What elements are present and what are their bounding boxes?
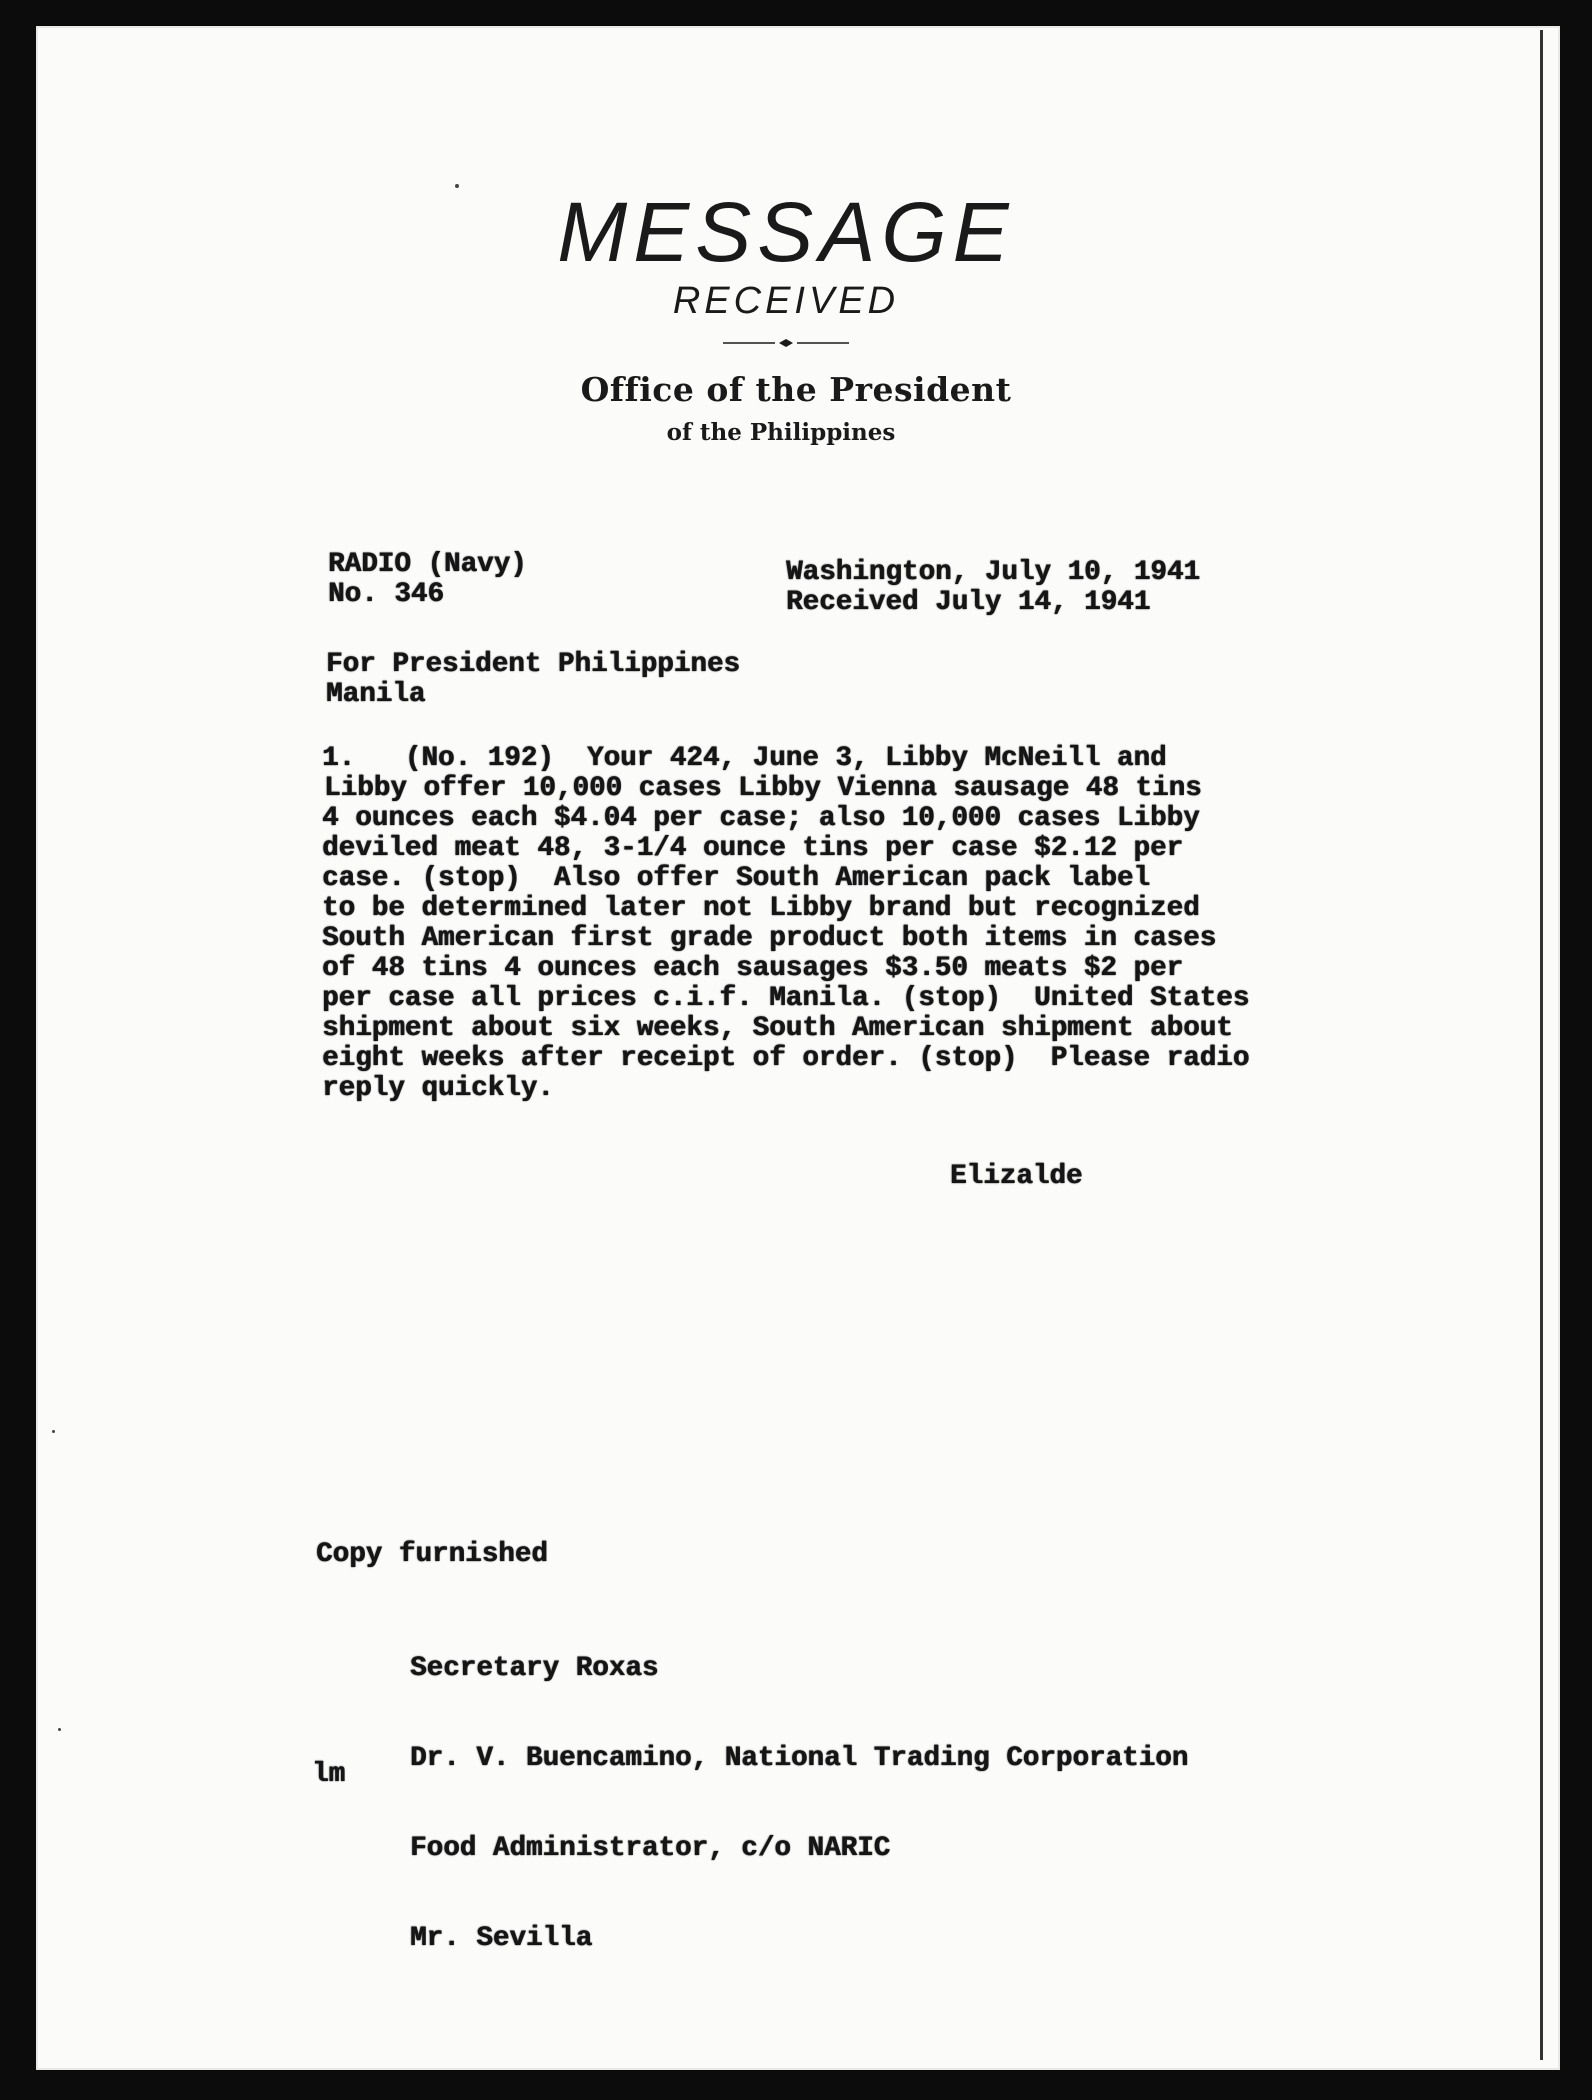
scan-speck (58, 1728, 61, 1731)
copy-recipient: Secretary Roxas (410, 1653, 659, 1684)
origin-date: Washington, July 10, 1941 (786, 557, 1200, 588)
received-date: Received July 14, 1941 (786, 587, 1151, 618)
body-line: to be determined later not Libby brand but recognized (322, 893, 1200, 924)
signature: Elizalde (950, 1161, 1083, 1192)
copy-furnished-heading: Copy furnished (316, 1539, 548, 1570)
body-line: eight weeks after receipt of order. (stop) Please radio (322, 1043, 1250, 1074)
copy-recipient: Dr. V. Buencamino, National Trading Corporation (410, 1743, 1189, 1774)
ornament-divider (723, 337, 849, 349)
copy-recipient-list (410, 1594, 1188, 1984)
body-line: South American first grade product both items in cases (322, 923, 1217, 954)
body-line: of 48 tins 4 ounces each sausages $3.50 meats $2 per (322, 953, 1184, 984)
body-line: per case all prices c.i.f. Manila. (stop) United States (322, 983, 1250, 1014)
copy-recipient: Mr. Sevilla (410, 1923, 593, 1954)
scan-speck (52, 1430, 55, 1433)
body-line: case. (stop) Also offer South American pack label (322, 863, 1150, 894)
office-country: of the Philippines (666, 419, 896, 446)
copy-recipient: Food Administrator, c/o NARIC (410, 1833, 891, 1864)
body-line: reply quickly. (322, 1073, 554, 1104)
scan-speck (455, 184, 459, 188)
body-line: Libby offer 10,000 cases Libby Vienna sausage 48 tins (324, 773, 1202, 804)
body-line: deviled meat 48, 3-1/4 ounce tins per case $2.12 per (322, 833, 1184, 864)
letterhead-subtitle: RECEIVED (672, 280, 900, 322)
typist-initials: lm (312, 1759, 346, 1790)
addressee-name: For President Philippines (326, 649, 740, 680)
body-line: shipment about six weeks, South American shipment about (322, 1013, 1233, 1044)
letterhead (0, 185, 1592, 446)
body-line: 4 ounces each $4.04 per case; also 10,000 cases Libby (322, 803, 1200, 834)
message-body (322, 744, 1402, 1104)
letterhead-title: MESSAGE (557, 185, 1015, 279)
body-line: 1. (No. 192) Your 424, June 3, Libby McNeill and (322, 743, 1167, 774)
office-name: Office of the President (580, 370, 1012, 409)
message-number: No. 346 (328, 579, 444, 610)
addressee-city: Manila (326, 679, 426, 710)
message-service: RADIO (Navy) (328, 549, 527, 580)
